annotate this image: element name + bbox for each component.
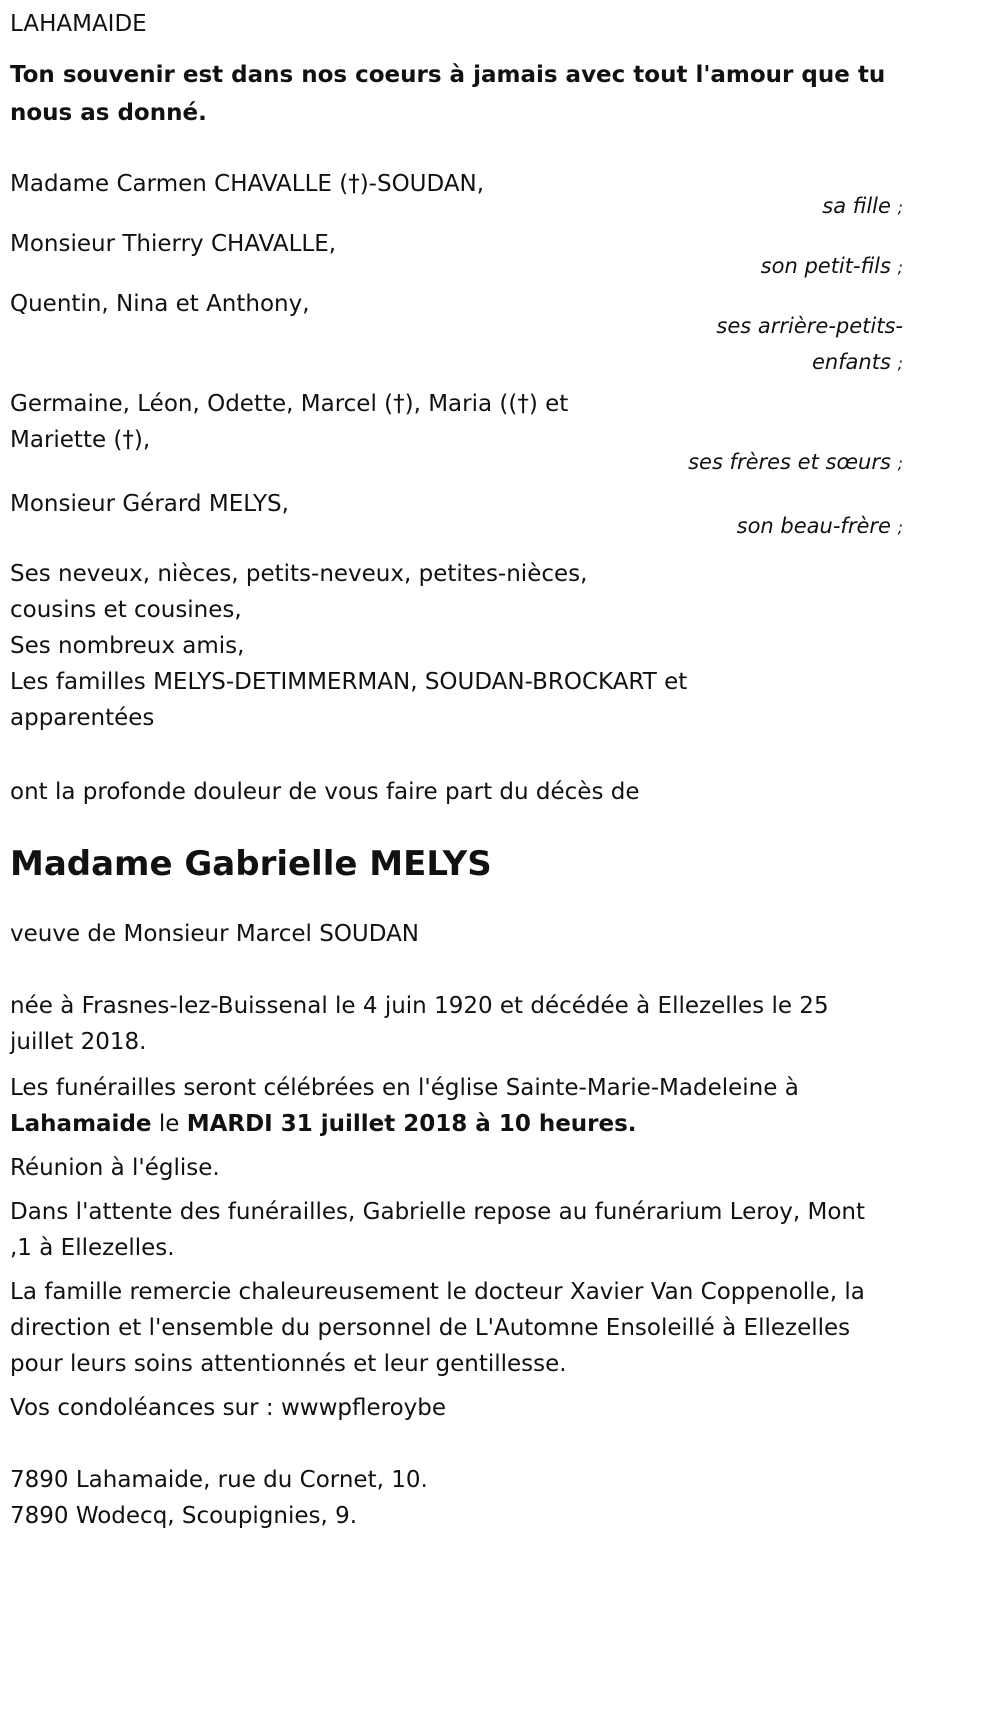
family-relation xyxy=(670,444,903,482)
relation-text: son petit-fils xyxy=(760,254,891,278)
rest-info: Dans l'attente des funérailles, Gabrielle repose au funérarium Leroy, Mont ,1 à Ellezelles. xyxy=(10,1199,866,1261)
deceased-name: Madame Gabrielle MELYS xyxy=(10,844,492,884)
family-relation xyxy=(670,508,903,546)
funeral-connector: le xyxy=(151,1111,187,1137)
family-entry xyxy=(10,226,903,286)
other-relatives xyxy=(10,556,730,736)
family-entry xyxy=(10,386,903,482)
relation-text: ses arrière-petits-enfants xyxy=(716,314,903,374)
family-name: Madame Carmen CHAVALLE (†)-SOUDAN, xyxy=(10,171,485,197)
family-entry xyxy=(10,166,903,226)
address-line: 7890 Lahamaide, rue du Cornet, 10. xyxy=(10,1467,428,1493)
family-name: Quentin, Nina et Anthony, xyxy=(10,291,310,317)
obituary-document xyxy=(10,0,903,1534)
relation-separator: ; xyxy=(897,454,903,473)
funeral-place: Lahamaide xyxy=(10,1111,152,1137)
meeting-info: Réunion à l'église. xyxy=(10,1155,220,1181)
widow-of: veuve de Monsieur Marcel SOUDAN xyxy=(10,921,420,947)
family-entry xyxy=(10,486,903,546)
family-name: Germaine, Léon, Odette, Marcel (†), Maria ((†) et Mariette (†), xyxy=(10,391,569,453)
family-relation xyxy=(670,248,903,286)
motto: Ton souvenir est dans nos coeurs à jamais avec tout l'amour que tu nous as donné. xyxy=(10,62,886,126)
funeral-datetime: MARDI 31 juillet 2018 à 10 heures. xyxy=(186,1111,637,1137)
family-relation xyxy=(670,308,903,382)
family-list xyxy=(10,166,903,546)
relation-separator: ; xyxy=(897,518,903,537)
address-line: 7890 Wodecq, Scoupignies, 9. xyxy=(10,1503,358,1529)
funeral-intro: Les funérailles seront célébrées en l'église Sainte-Marie-Madeleine à xyxy=(10,1075,799,1101)
friends-line: Ses nombreux amis, xyxy=(10,633,245,659)
announcement: ont la profonde douleur de vous faire part du décès de xyxy=(10,779,640,805)
family-entry xyxy=(10,286,903,382)
relation-text: son beau-frère xyxy=(736,514,891,538)
relation-separator: ; xyxy=(897,354,903,373)
family-relation xyxy=(670,188,903,226)
birth-death: née à Frasnes-lez-Buissenal le 4 juin 1920 et décédée à Ellezelles le 25 juillet 2018. xyxy=(10,993,829,1055)
relation-text: sa fille xyxy=(822,194,891,218)
addresses xyxy=(10,1462,903,1534)
thanks-paragraph: La famille remercie chaleureusement le docteur Xavier Van Coppenolle, la direction et l'ensemble du personnel de L'Automne Ensoleillé à Ellezelles pour leurs soins attentionnés et leur gentillesse. xyxy=(10,1279,865,1377)
relation-separator: ; xyxy=(897,258,903,277)
town-heading: LAHAMAIDE xyxy=(10,11,147,37)
funeral-info xyxy=(10,1070,890,1142)
relation-text: ses frères et sœurs xyxy=(688,450,891,474)
condolences-line: Vos condoléances sur : wwwpfleroybe xyxy=(10,1395,447,1421)
nephews-line: Ses neveux, nièces, petits-neveux, petites-nièces, cousins et cousines, xyxy=(10,561,588,623)
family-name: Monsieur Gérard MELYS, xyxy=(10,491,289,517)
family-name: Monsieur Thierry CHAVALLE, xyxy=(10,231,337,257)
families-line: Les familles MELYS-DETIMMERMAN, SOUDAN-BROCKART et apparentées xyxy=(10,669,688,731)
relation-separator: ; xyxy=(897,198,903,217)
